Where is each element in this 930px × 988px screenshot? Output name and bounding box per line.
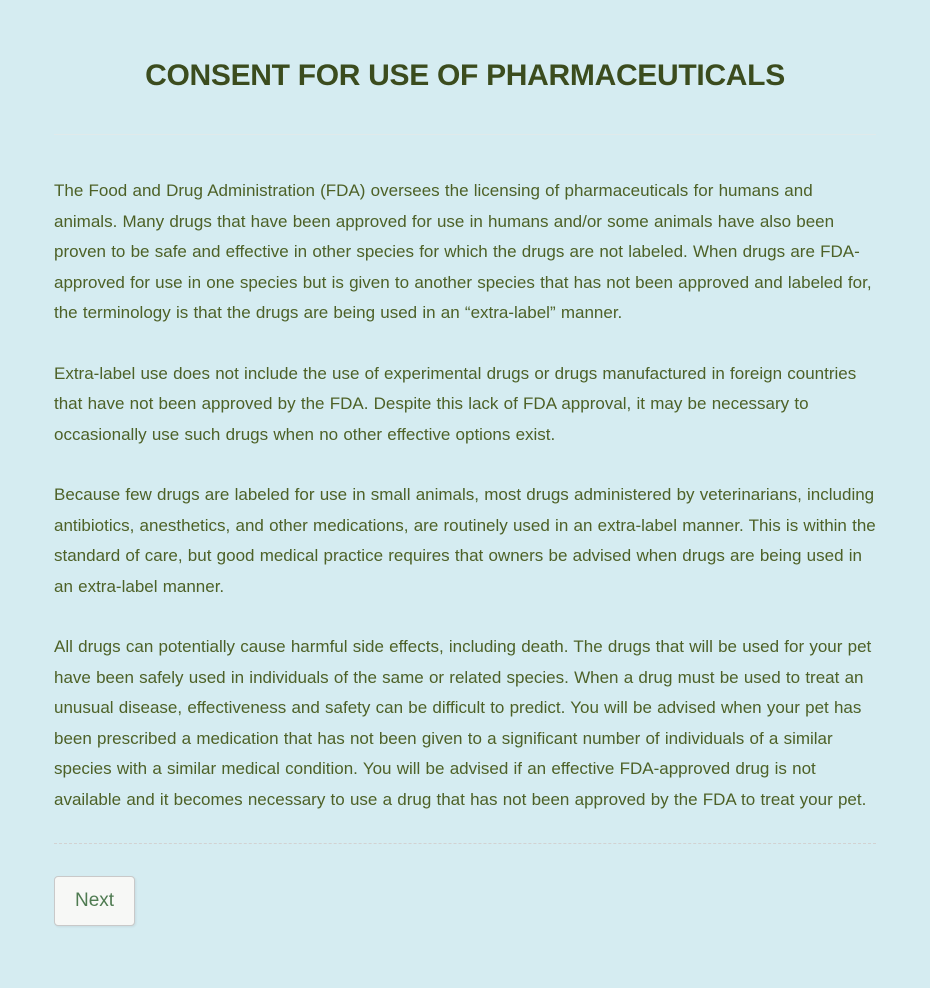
consent-paragraph-2: Extra-label use does not include the use of experimental drugs or drugs manufactured in foreign countries that have not been approved by the FDA. Despite this lack of FDA approval, it may be necessary to occasionally use such drugs when no other effective options exist. — [54, 363, 857, 444]
form-content — [54, 58, 876, 926]
consent-paragraph-4: All drugs can potentially cause harmful side effects, including death. The drugs that will be used for your pet have been safely used in individuals of the same or related species. When a drug must be used to treat an unusual disease, effectiveness and safety can be difficult to predict. You will be advised when your pet has been prescribed a medication that has not been given to a significant number of individuals of a similar species with a similar medical condition. You will be advised if an effective FDA-approved drug is not available and it becomes necessary to use a drug that has not been approved by the FDA to treat your pet. — [54, 637, 872, 809]
button-row — [54, 876, 876, 926]
consent-text — [54, 135, 876, 815]
page-title: CONSENT FOR USE OF PHARMACEUTICALS — [145, 59, 785, 92]
next-button[interactable]: Next — [54, 876, 135, 926]
footer-divider — [54, 843, 876, 844]
consent-paragraph-1: The Food and Drug Administration (FDA) oversees the licensing of pharmaceuticals for humans and animals. Many drugs that have been approved for use in humans and/or some animals have also been proven to be safe and effective in other species for which the drugs are not labeled. When drugs are FDA-approved for use in one species but is given to another species that has not been approved and labeled for, the terminology is that the drugs are being used in an “extra-label” manner. — [54, 181, 872, 322]
consent-paragraph-3: Because few drugs are labeled for use in small animals, most drugs administered by veterinarians, including antibiotics, anesthetics, and other medications, are routinely used in an extra-label manner. This is within the standard of care, but good medical practice requires that owners be advised when drugs are being used in an extra-label manner. — [54, 485, 876, 596]
